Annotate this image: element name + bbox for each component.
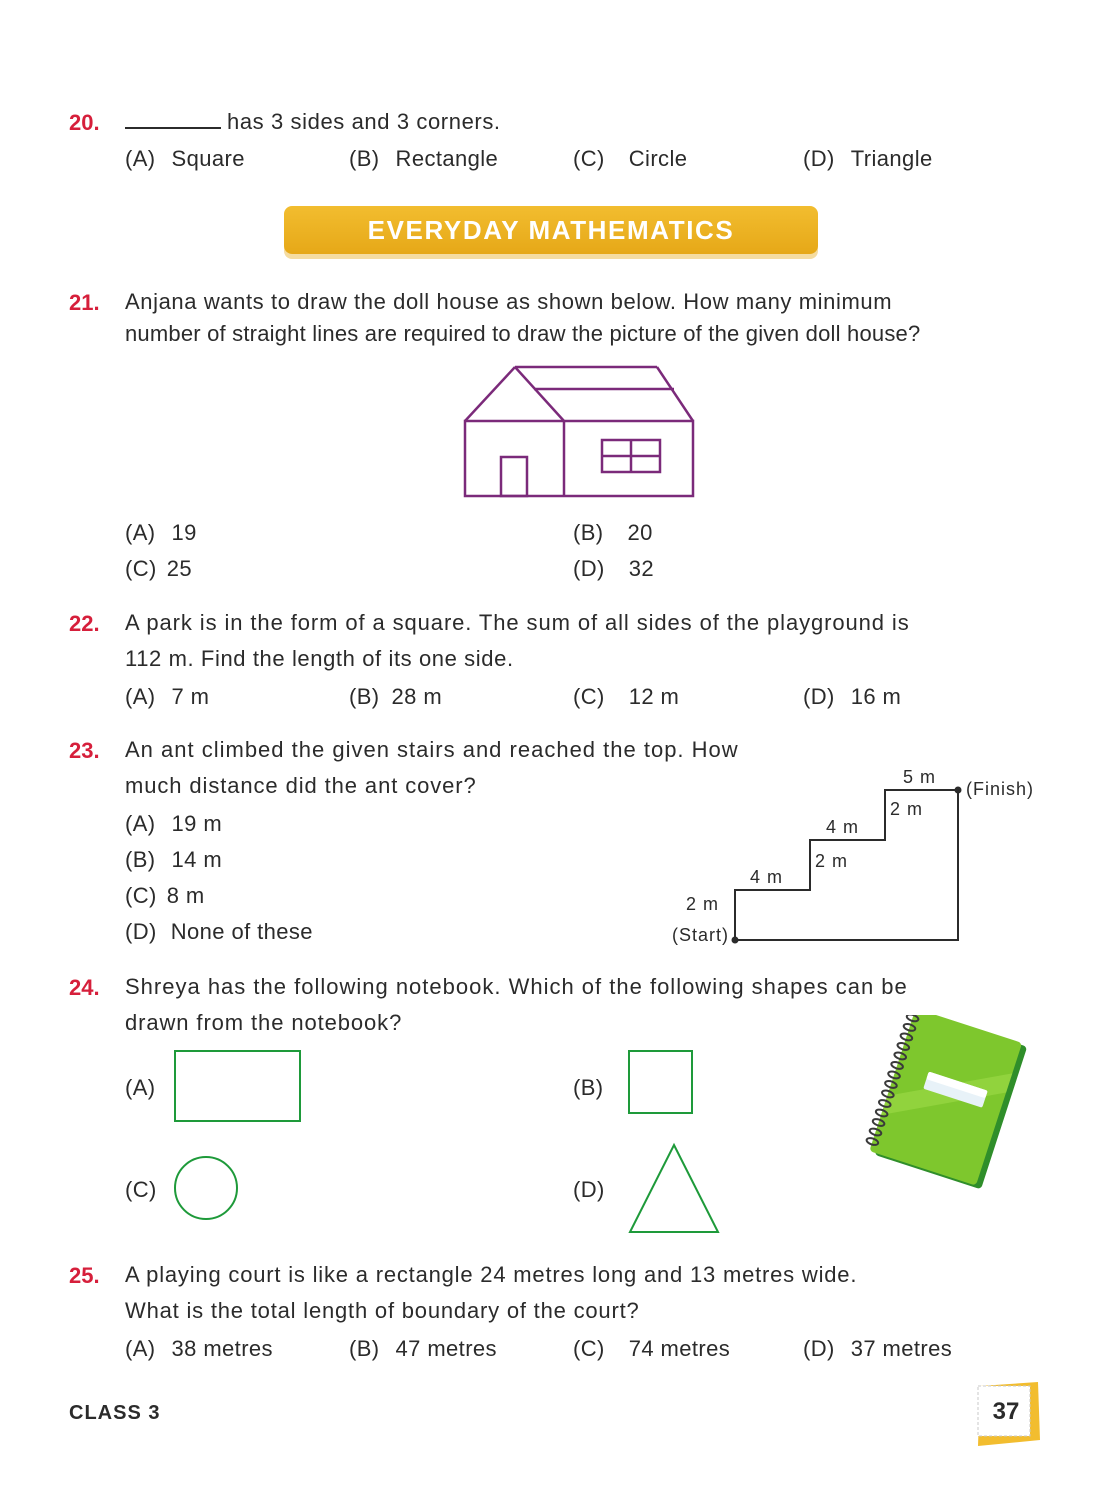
q25-option-d[interactable] xyxy=(803,1336,952,1362)
option-text: Circle xyxy=(628,146,688,171)
q21-option-c[interactable] xyxy=(125,556,192,582)
q25-option-b[interactable] xyxy=(349,1336,497,1362)
question-23-line-1: An ant climbed the given stairs and reached the top. How xyxy=(125,737,739,762)
question-21-line-2: number of straight lines are required to draw the picture of the given doll house? xyxy=(125,321,921,346)
q23-option-b[interactable] xyxy=(125,847,222,873)
class-label: CLASS 3 xyxy=(69,1402,161,1424)
option-text: 19 xyxy=(171,520,197,545)
stair-run-2: 4 m xyxy=(826,817,860,837)
notebook-illustration xyxy=(860,1015,1035,1190)
page-number: 37 xyxy=(992,1398,1020,1425)
house-roof-left xyxy=(465,367,515,421)
q22-option-b[interactable] xyxy=(349,684,442,710)
option-text: 28 m xyxy=(391,684,443,709)
q21-option-d[interactable] xyxy=(573,556,654,582)
q24-option-a-label[interactable]: (A) xyxy=(125,1075,156,1100)
option-text: 47 metres xyxy=(395,1336,497,1361)
q20-option-d[interactable] xyxy=(803,146,933,172)
option-label: (D) xyxy=(125,919,157,944)
q22-option-c[interactable] xyxy=(573,684,679,710)
q22-option-d[interactable] xyxy=(803,684,901,710)
option-label: (A) xyxy=(125,684,156,709)
option-text: 14 m xyxy=(171,847,223,872)
stair-run-3: 5 m xyxy=(903,767,937,787)
q24-option-c-circle[interactable] xyxy=(172,1154,242,1224)
q22-option-a[interactable] xyxy=(125,684,209,710)
option-text: Square xyxy=(171,146,245,171)
section-title: EVERYDAY MATHEMATICS xyxy=(367,214,735,245)
option-label: (C) xyxy=(573,684,605,709)
q20-option-a[interactable] xyxy=(125,146,245,172)
question-number-25: 25. xyxy=(69,1263,100,1288)
option-label: (C) xyxy=(573,146,605,171)
option-label: (A) xyxy=(125,811,156,836)
option-label: (D) xyxy=(803,146,835,171)
option-text: 74 metres xyxy=(628,1336,731,1361)
question-22-line-2: 112 m. Find the length of its one side. xyxy=(125,646,514,671)
q24-option-d-triangle[interactable] xyxy=(626,1142,722,1236)
question-number-22: 22. xyxy=(69,611,100,636)
question-24-line-2: drawn from the notebook? xyxy=(125,1010,403,1035)
option-text: Rectangle xyxy=(395,146,499,171)
q23-option-a[interactable] xyxy=(125,811,222,837)
option-text: 38 metres xyxy=(171,1336,273,1361)
q20-option-c[interactable] xyxy=(573,146,687,172)
option-text: 25 xyxy=(166,556,193,581)
option-text: 20 xyxy=(627,520,653,545)
fill-in-blank xyxy=(125,109,221,129)
doll-house-figure xyxy=(460,362,700,502)
question-25-line-1: A playing court is like a rectangle 24 metres long and 13 metres wide. xyxy=(125,1262,858,1287)
stair-rise-1: 2 m xyxy=(686,894,720,914)
question-number-23: 23. xyxy=(69,738,100,763)
option-text: 37 metres xyxy=(850,1336,953,1361)
start-point xyxy=(732,937,739,944)
option-text: 16 m xyxy=(850,684,902,709)
stair-rise-3: 2 m xyxy=(890,799,924,819)
q23-option-d[interactable] xyxy=(125,919,313,945)
option-label: (B) xyxy=(349,684,380,709)
q24-option-a-rectangle[interactable] xyxy=(172,1048,304,1124)
q21-option-b[interactable] xyxy=(573,520,653,546)
q24-option-d-label[interactable]: (D) xyxy=(573,1177,605,1202)
option-text: 32 xyxy=(628,556,655,581)
q24-option-b-label[interactable]: (B) xyxy=(573,1075,604,1100)
question-21-line-1: Anjana wants to draw the doll house as shown below. How many minimum xyxy=(125,289,893,314)
option-text: 12 m xyxy=(628,684,680,709)
option-label: (C) xyxy=(125,556,157,581)
option-text: None of these xyxy=(170,919,313,944)
q25-option-a[interactable] xyxy=(125,1336,273,1362)
house-door xyxy=(501,457,527,496)
q24-option-c-label[interactable]: (C) xyxy=(125,1177,157,1202)
stair-label-finish: (Finish) xyxy=(966,779,1035,799)
q23-option-c[interactable] xyxy=(125,883,205,909)
house-roof-right-front xyxy=(515,367,564,421)
stairs-figure xyxy=(730,780,970,950)
stair-rise-2: 2 m xyxy=(815,851,849,871)
option-text: 19 m xyxy=(171,811,223,836)
question-number-20: 20. xyxy=(69,110,100,135)
option-text: 7 m xyxy=(171,684,210,709)
option-label: (D) xyxy=(803,684,835,709)
q24-option-b-square[interactable] xyxy=(626,1048,696,1116)
option-label: (B) xyxy=(125,847,156,872)
stair-run-1: 4 m xyxy=(750,867,784,887)
section-banner xyxy=(284,206,818,254)
question-20-text xyxy=(125,104,501,140)
option-label: (B) xyxy=(573,520,604,545)
finish-point xyxy=(955,787,962,794)
question-24-line-1: Shreya has the following notebook. Which of the following shapes can be xyxy=(125,974,908,999)
stair-label-start: (Start) xyxy=(672,925,730,945)
house-roof-right xyxy=(657,367,693,421)
question-number-24: 24. xyxy=(69,975,100,1000)
option-text: Triangle xyxy=(850,146,933,171)
option-label: (A) xyxy=(125,146,156,171)
option-label: (D) xyxy=(803,1336,835,1361)
option-label: (A) xyxy=(125,520,156,545)
option-label: (C) xyxy=(125,883,157,908)
option-label: (A) xyxy=(125,1336,156,1361)
question-23-line-2: much distance did the ant cover? xyxy=(125,773,477,798)
option-label: (B) xyxy=(349,146,380,171)
q21-option-a[interactable] xyxy=(125,520,197,546)
q20-option-b[interactable] xyxy=(349,146,498,172)
question-25-line-2: What is the total length of boundary of the court? xyxy=(125,1298,640,1323)
q25-option-c[interactable] xyxy=(573,1336,730,1362)
option-text: 8 m xyxy=(166,883,205,908)
option-label: (D) xyxy=(573,556,605,581)
question-20-statement: has 3 sides and 3 corners. xyxy=(227,109,501,134)
option-label: (B) xyxy=(349,1336,380,1361)
question-22-line-1: A park is in the form of a square. The sum of all sides of the playground is xyxy=(125,610,910,635)
question-number-21: 21. xyxy=(69,290,100,315)
option-label: (C) xyxy=(573,1336,605,1361)
